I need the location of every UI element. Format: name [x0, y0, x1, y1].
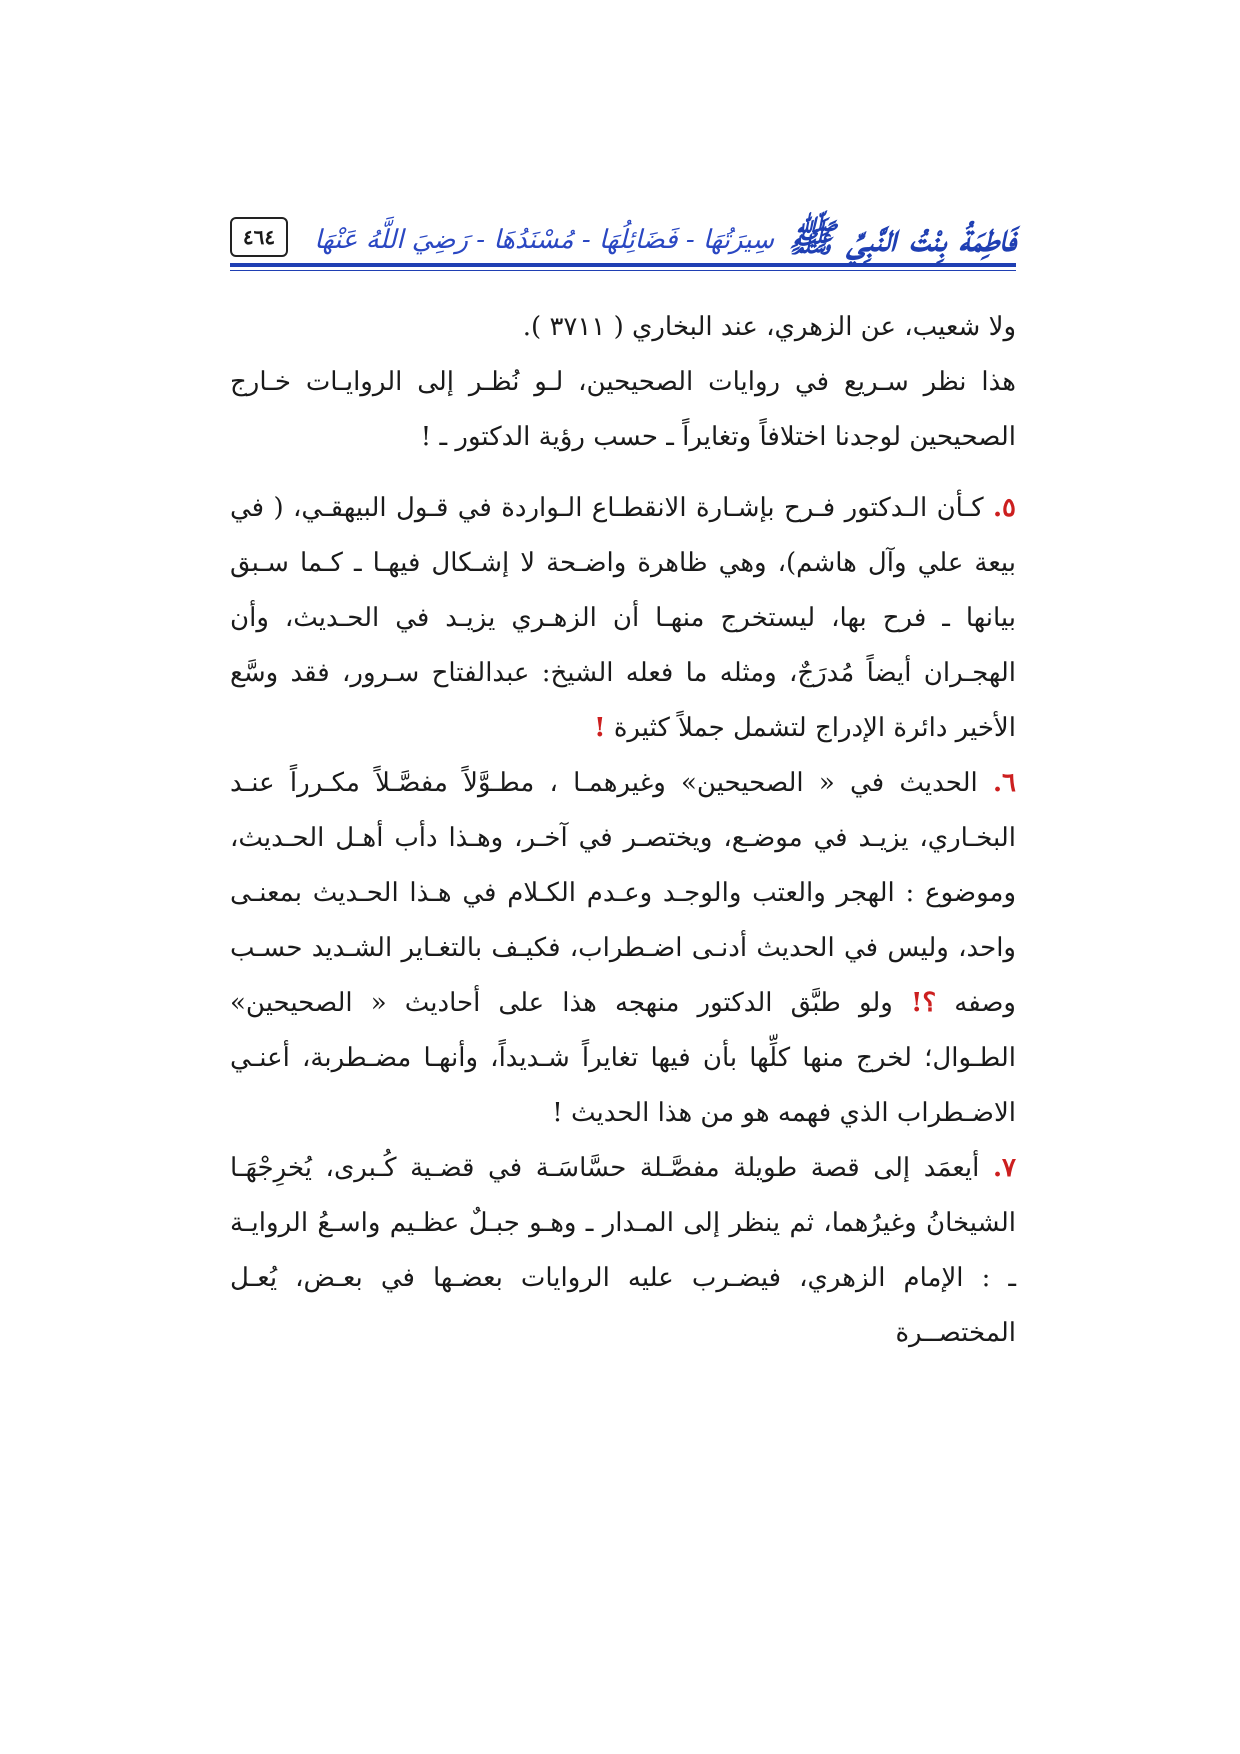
- paragraph-point-6: [230, 756, 1016, 1141]
- header-title-group: [314, 205, 1016, 260]
- header-rule-thick: [230, 263, 1016, 267]
- point-7-text: أيعمَد إلى قصة طويلة مفصَّـلة حسَّاسَـة في قضـية كُـبرى، يُخرِجْهَـا الشيخانُ وغيرُهما، ثم ينظر إلى المـدار ـ وهـو جبـلٌ عظـيم واسـعُ الروايـة ـ : الإمام الزهري، فيضـرب عليه الروايات بعضـها في بعـض، يُعـل المختصــرة: [230, 1153, 1016, 1348]
- point-number-6: ٦.: [992, 768, 1017, 798]
- point-5-text: كـأن الـدكتور فـرح بإشـارة الانقطـاع الـواردة في قـول البيهقـي، ( في بيعة علي وآل هاشم)، وهي ظاهرة واضـحة لا إشـكال فيهـا ـ كـما سـبق بيانها ـ فرح بها، ليستخرج منهـا أن الزهـري يزيـد في الحـديث، وأن الهجـران أيضاً مُدرَجٌ، ومثله ما فعله الشيخ: عبدالفتاح سـرور، فقد وسَّع الأخير دائرة الإدراج لتشمل جملاً كثيرة: [230, 493, 1016, 743]
- page-number: ٤٦٤: [230, 217, 288, 257]
- exclamation-mark: !: [594, 713, 606, 743]
- point-6-text-a: الحديث في « الصحيحين» وغيرهمـا ، مطـوَّلاً مفصَّـلاً مكـرراً عنـد البخـاري، يزيـد في موضـع، ويختصـر في آخـر، وهـذا دأب أهـل الحـديث، وموضوع : الهجر والعتب والوجـد وعـدم الكـلام في هـذا الحـديث بمعنـى واحد، وليس في الحديث أدنـى اضـطراب، فكيـف بالتغـاير الشـديد حسـب وصفه: [230, 768, 1016, 1018]
- point-number-5: ٥.: [992, 493, 1017, 523]
- book-title: فَاطِمَةُ بِنْتُ النَّبِيِّ ﷺ: [788, 215, 1016, 260]
- page-header: [230, 205, 1016, 275]
- paragraph-point-7: [230, 1141, 1016, 1361]
- paragraph-point-5: [230, 481, 1016, 756]
- point-6-text-b: ولو طبَّق الدكتور منهجه هذا على أحاديث « الصحيحين» الطـوال؛ لخرج منها كلِّها بأن فيها تغايراً شـديداً، وأنهـا مضـطربة، أعنـي الاضـطراب الذي فهمه هو من هذا الحديث !: [230, 988, 1016, 1128]
- page-body: [230, 300, 1016, 1361]
- paragraph-intro: هذا نظر سـريع في روايات الصحيحين، لـو نُظـر إلى الروايـات خـارج الصحيحين لوجدنا اختلافاً وتغايراً ـ حسب رؤية الدكتور ـ !: [230, 367, 1016, 452]
- question-exclamation-mark: ؟!: [910, 988, 937, 1018]
- book-subtitle: سِيرَتُهَا - فَضَائِلُهَا - مُسْنَدُهَا - رَضِيَ اللَّهُ عَنْهَا: [314, 225, 774, 255]
- paragraph-continuation: ولا شعيب، عن الزهري، عند البخاري ( ٣٧١١ ).: [522, 312, 1016, 342]
- header-rule-thin: [230, 270, 1016, 271]
- point-number-7: ٧.: [992, 1153, 1017, 1183]
